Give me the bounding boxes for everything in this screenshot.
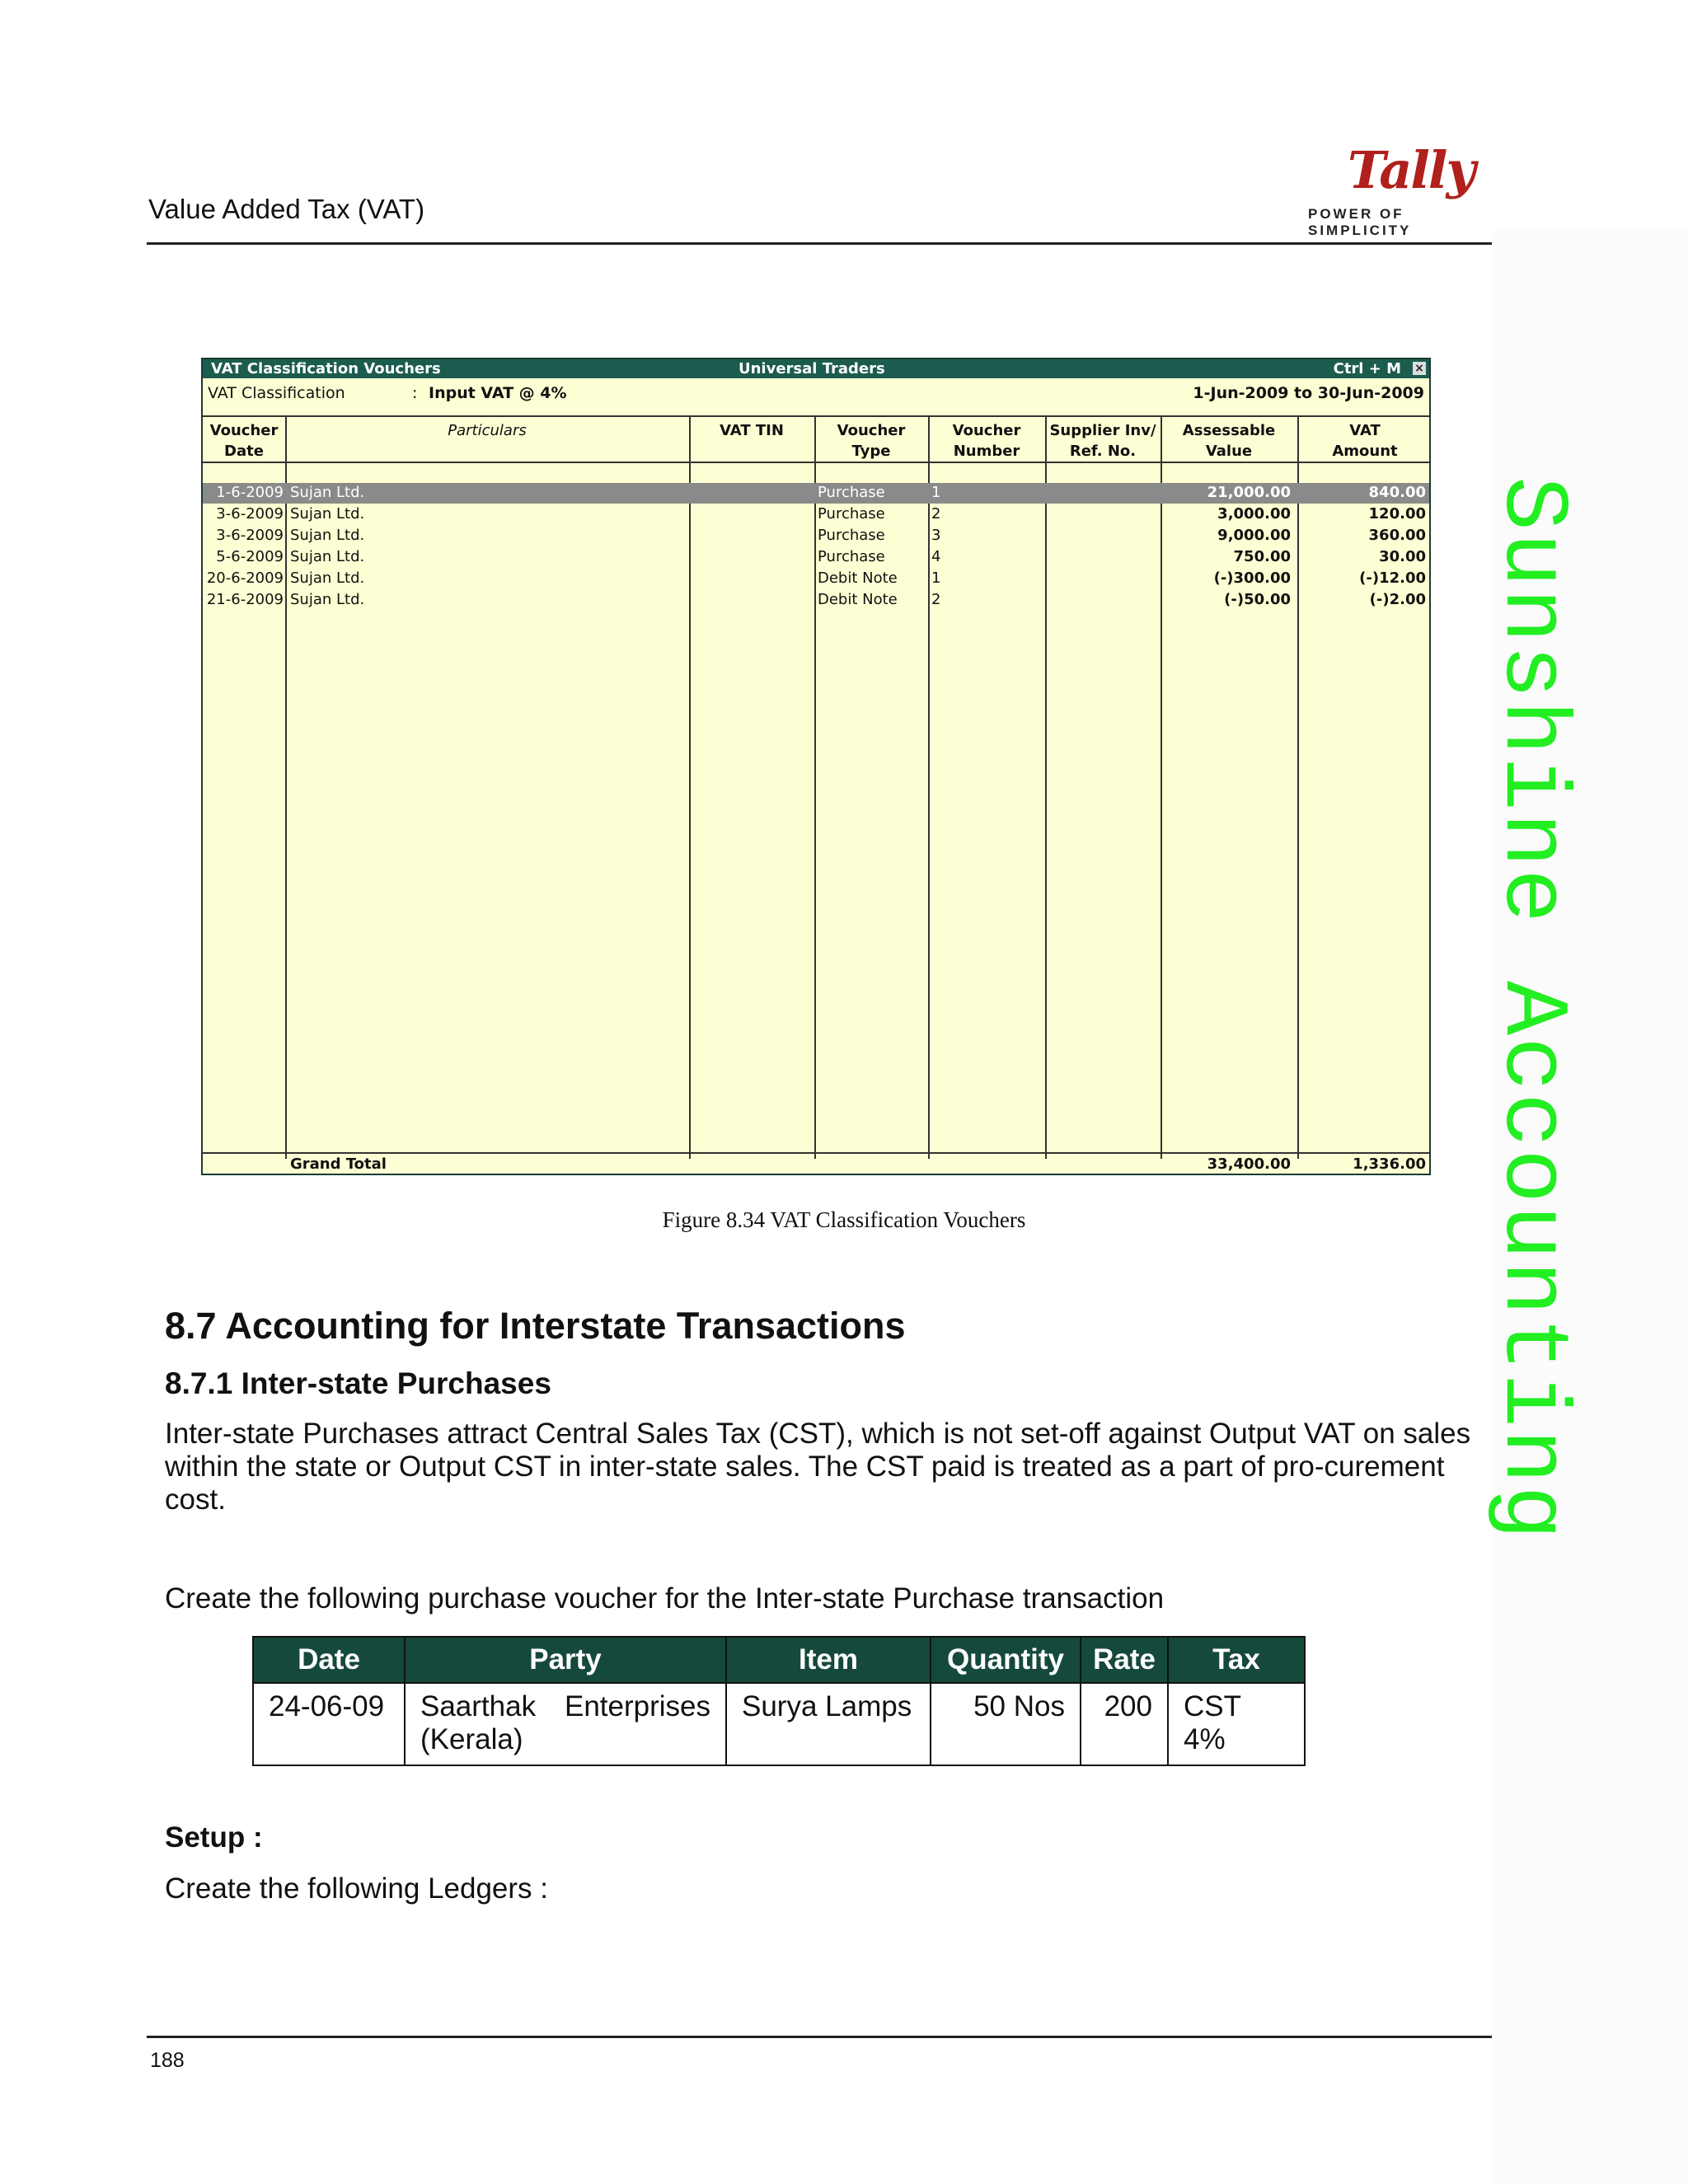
cell-tax: CST 4% [1168,1683,1305,1765]
tally-logo-tagline: POWER OF SIMPLICITY [1308,206,1412,238]
watermark: Sunshine Accounting [1479,476,1582,1542]
header-rule [147,242,1492,245]
voucher-row[interactable]: 1-6-2009 Sujan Ltd. Purchase 1 21,000.00 840.00 [203,483,1429,504]
running-header: Value Added Tax (VAT) [148,194,425,224]
window-title: VAT Classification Vouchers [211,360,441,377]
cell-party: Saarthak Enterprises (Kerala) [405,1683,726,1765]
cell-rate: 200 [1081,1683,1168,1765]
col-assessable-value: Assessable Value [1182,422,1276,460]
th-party: Party [405,1637,726,1683]
col-voucher-number: Voucher Number [952,422,1021,460]
page-number: 188 [150,2049,185,2072]
voucher-row[interactable]: 21-6-2009 Sujan Ltd. Debit Note 2 (-)50.00 (-)2.00 [206,591,1426,608]
classification-label: VAT Classification [208,384,345,402]
col-voucher-date: Voucher Date [209,422,279,460]
cell-quantity: 50 Nos [931,1683,1081,1765]
voucher-row[interactable]: 3-6-2009 Sujan Ltd. Purchase 3 9,000.00 360.00 [216,527,1426,544]
cell-date: 24-06-09 [253,1683,405,1765]
grand-total-vat: 1,336.00 [1353,1155,1426,1173]
voucher-row[interactable]: 20-6-2009 Sujan Ltd. Debit Note 1 (-)300.00 (-)12.00 [206,569,1426,587]
voucher-row[interactable]: 3-6-2009 Sujan Ltd. Purchase 2 3,000.00 120.00 [216,505,1426,523]
col-vat-amount: VAT Amount [1332,422,1398,460]
setup-label: Setup : [165,1821,263,1854]
th-item: Item [726,1637,931,1683]
classification-value: Input VAT @ 4% [429,384,567,402]
th-quantity: Quantity [931,1637,1081,1683]
instruction-text: Create the following purchase voucher for the Inter-state Purchase transaction [165,1582,1165,1615]
shortcut-hint: Ctrl + M [1333,360,1401,377]
table-row [253,1683,1305,1765]
header-bottom-rule [203,462,1429,463]
grand-total-assessable: 33,400.00 [1207,1155,1291,1173]
figure-caption: Figure 8.34 VAT Classification Vouchers [662,1207,1026,1232]
th-rate: Rate [1081,1637,1168,1683]
col-supplier-ref: Supplier Inv/ Ref. No. [1049,422,1156,460]
section-heading: 8.7 Accounting for Interstate Transactions [165,1305,906,1347]
body-paragraph: Inter-state Purchases attract Central Sales Tax (CST), which is not set-off against Output VAT on sales within the state or Output CST in inter-state sales. The CST paid is treated as a part of pro-curement cost. [165,1418,1471,1516]
cell-item: Surya Lamps [726,1683,931,1765]
col-particulars: Particulars [448,422,527,439]
window-titlebar [203,359,1429,378]
grand-total-label: Grand Total [290,1155,387,1173]
company-name: Universal Traders [738,360,885,377]
close-icon[interactable]: × [1413,362,1426,375]
total-rule [203,1152,1429,1154]
col-vat-tin: VAT TIN [720,422,784,439]
subsection-heading: 8.7.1 Inter-state Purchases [165,1366,551,1400]
col-voucher-type: Voucher Type [837,422,906,460]
vat-classification-window [201,358,1431,1175]
th-tax: Tax [1168,1637,1305,1683]
header-top-rule [203,415,1429,417]
th-date: Date [253,1637,405,1683]
purchase-voucher-table [252,1636,1306,1766]
footer-rule [147,2036,1492,2038]
voucher-row[interactable]: 5-6-2009 Sujan Ltd. Purchase 4 750.00 30.00 [216,548,1426,565]
tally-logo [1306,140,1500,238]
report-period[interactable]: 1-Jun-2009 to 30-Jun-2009 [1193,384,1424,402]
classification-colon: : [412,384,418,402]
ledgers-instruction: Create the following Ledgers : [165,1872,548,1905]
tally-logo-word: Tally [1348,140,1475,200]
